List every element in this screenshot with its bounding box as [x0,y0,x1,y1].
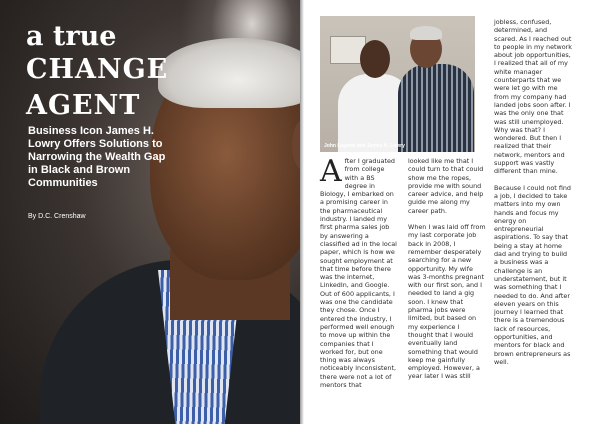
headline-line-2 [26,52,168,124]
paragraph: Because I could not find a job, I decided to take matters into my own hands and focus my energy on entrepreneurial aspirations. To say that being a stay at home dad and trying to build a business was a challenge is an understatement, but it was something that I needed to do. And after eleven years on this journey I learned that there is a tremendous lack of resources, opportunities, and mentors for black and brown entrepreneurs as well. [494,183,571,366]
drop-cap: A [320,154,342,189]
portrait-hair [158,38,300,108]
article-column-1 [320,154,398,397]
person-right-body [398,64,474,152]
inset-photo [320,16,475,152]
headline-change: CHANGE [26,54,169,85]
paragraph: jobless, confused, determined, and scared. As I reached out to people in my network about job opportunities, I realized that all of my white manager counterparts that we were let go with me from my company had landed jobs soon after. I was the only one that was still unemployed. Why was that? I wondered. But then I realized that their network, mentors and support was vastly different than mine. [494,18,572,176]
article-column-3 [494,18,572,374]
headline-line-1: a true [26,21,117,52]
article-text-page [304,0,600,424]
paragraph-text: fter I graduated from college with a BS degree in Biology, I embarked on a promising career in the pharmaceutical industry. I landed my first pharma sales job by answering a classified ad in the local paper, which is how we sought employment at that time before there was the internet, LinkedIn, and Google. Out of 600 applicants, I was one the candidate they chose. Once I entered the industry, I performed well enough to move up within the companies that I worked for, but one thing was always noticeably inconsistent, there were not a lot of mentors that [320,157,397,390]
headline-agent: AGENT [26,90,141,121]
article-subtitle: Business Icon James H. Lowry Offers Solutions to Narrowing the Wealth Gap in Black and Brown Communities [28,125,166,189]
paragraph: looked like me that I could turn to that could show me the ropes, provide me with sound career advice, and help guide me along my career path. [408,157,484,215]
paragraph [320,154,398,390]
person-left-head [360,40,390,78]
article-byline: By D.C. Crenshaw [28,213,86,220]
paragraph: When I was laid off from my last corporate job back in 2008, I remember desperately searching for a new opportunity. My wife was 3-months pregnant with our first son, and I needed to land a gig soon. I knew that pharma jobs were limited, but based on my experience I thought that I would eventually land something that would keep me gainfully employed. However, a year later I was still [408,223,486,381]
article-column-2 [408,157,486,389]
person-right-hair [410,26,442,40]
photo-caption: John Legend and James H. Lowry [324,143,405,149]
